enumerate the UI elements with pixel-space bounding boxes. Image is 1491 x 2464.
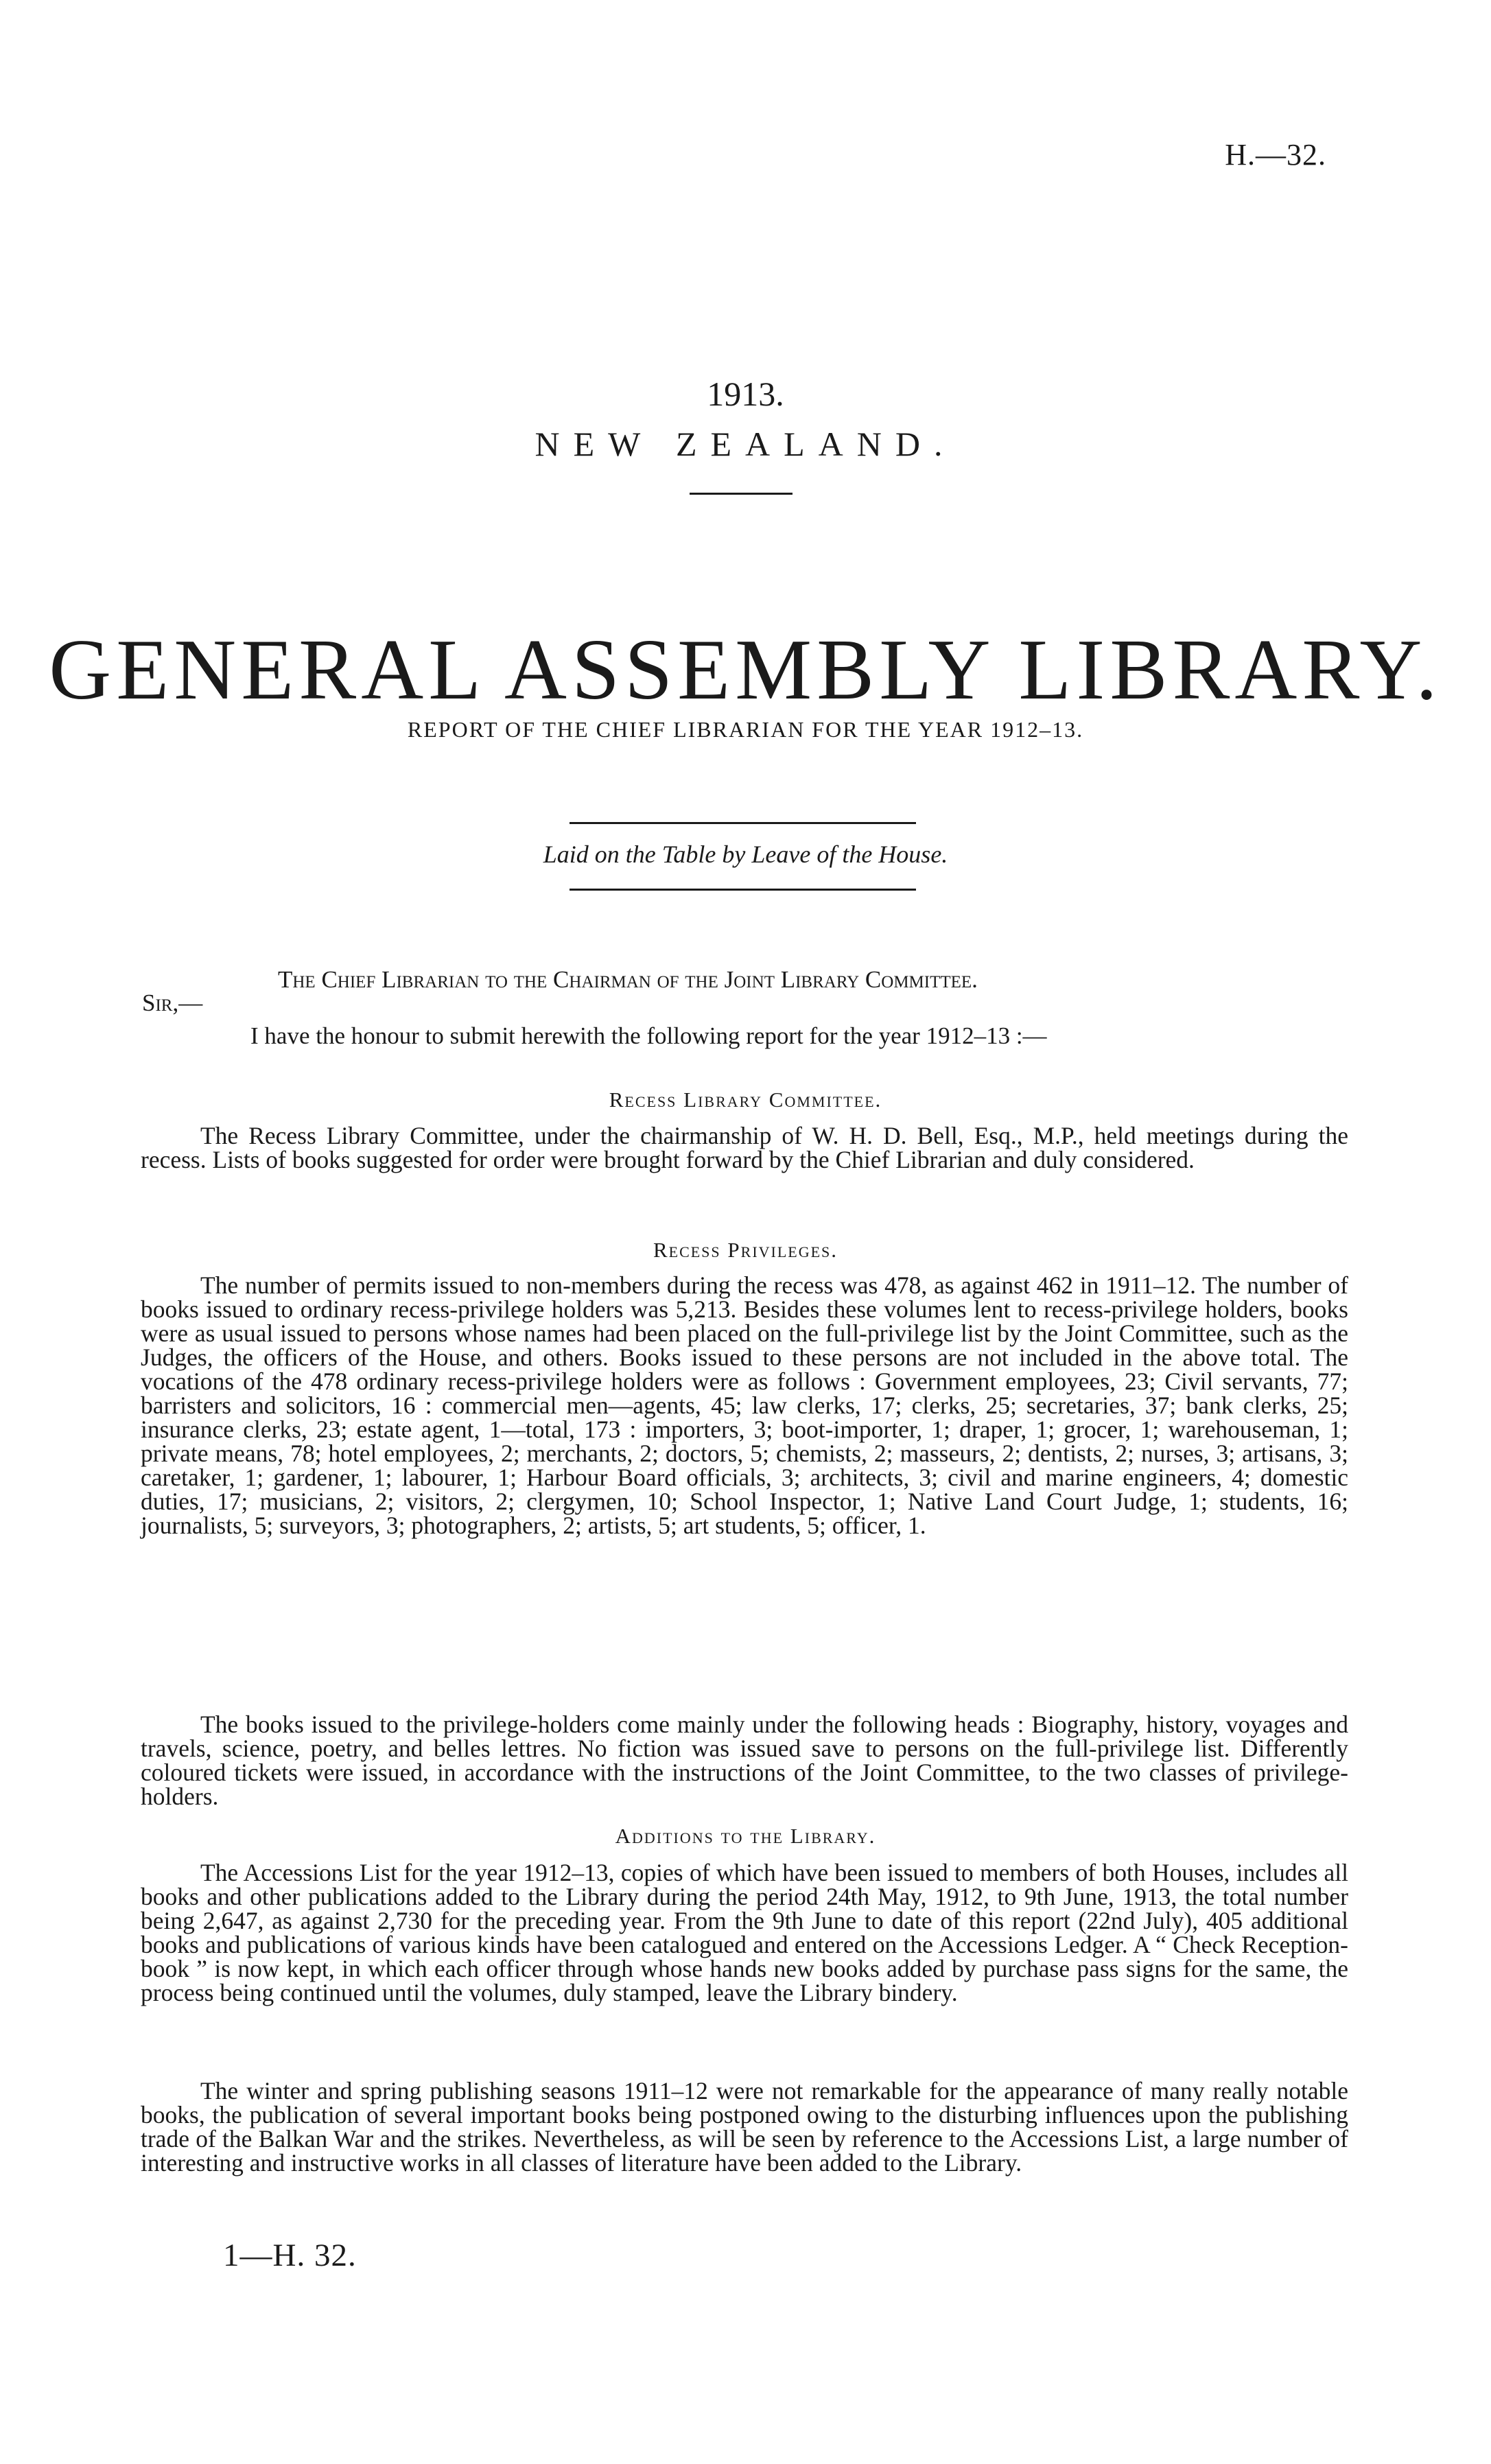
heading-recess-privileges: Recess Privileges. [653,1238,838,1262]
paragraph-recess-privileges-1: The number of permits issued to non-members during the recess was 478, as against 462 in 1911–12. The number of books issued to ordinary recess-privilege holders was 5,213. Besides these volumes lent to recess-privilege holders, books were as usual issued to persons whose names had been placed on the full-privilege list by the Joint Committee, such as the Judges, the officers of the House, and others. Books issued to these persons are not included in the above total. The vocations of the 478 ordinary recess-privilege holders were as follows : Government employees, 23; Civil servants, 77; barristers and solicitors, 16 : commercial men—agents, 45; law clerks, 17; clerks, 25; secretaries, 37; bank clerks, 25; insurance clerks, 23; estate agent, 1—total, 173 : importers, 3; boot-importer, 1; draper, 1; grocer, 1; warehouseman, 1; private means, 78; hotel employees, 2; merchants, 2; doctors, 5; chemists, 2; masseurs, 2; dentists, 2; nurses, 3; artisans, 3; caretaker, 1; gardener, 1; labourer, 1; Harbour Board officials, 3; architects, 3; civil and marine engineers, 4; domestic duties, 17; musicians, 2; visitors, 2; clergymen, 10; School Inspector, 1; Native Land Court Judge, 1; students, 16; journalists, 5; surveyors, 3; photographers, 2; artists, 5; art students, 5; officer, 1. [141,1271,1348,1539]
paragraph-additions-1: The Accessions List for the year 1912–13, copies of which have been issued to members of both Houses, includes all books and other publications added to the Library during the period 24th May, 1912, to 9th June, 1913, the total number being 2,647, as against 2,730 for the preceding year. From the 9th June to date of this report (22nd July), 405 additional books and publications of various kinds have been catalogued and entered on the Accessions Ledger. A “ Check Reception-book ” is now kept, in which each officer through whose hands new books added by purchase pass signs for the same, the process being continued until the volumes, duly stamped, leave the Library bindery. [141,1859,1348,2006]
document-reference: H.—32. [1225,138,1326,172]
country-name: NEW ZEALAND. [535,425,956,463]
salutation-sir: Sir,— [142,989,203,1016]
paragraph-recess-privileges-2: The books issued to the privilege-holders come mainly under the following heads : Biography, history, voyages and travels, science, poetry, and belles lettres. No fiction was issued save to persons on the full-privilege list. Differently coloured tickets were issued, in accordance with the instructions of the Joint Committee, to the two classes of privilege-holders. [141,1711,1348,1810]
report-subtitle: REPORT OF THE CHIEF LIBRARIAN FOR THE YEAR 1912–13. [407,717,1084,742]
laid-divider-top [570,822,916,824]
page-footer-reference: 1—H. 32. [223,2238,357,2273]
report-year: 1913. [707,375,784,413]
paragraph-recess-library-committee: The Recess Library Committee, under the chairmanship of W. H. D. Bell, Esq., M.P., held meetings during the recess. Lists of books suggested for order were brought forward by the Chief Librarian and duly considered. [141,1122,1348,1173]
title-divider [690,493,793,495]
intro-sentence: I have the honour to submit herewith the following report for the year 1912–13 :— [250,1022,1047,1049]
laid-on-table-note: Laid on the Table by Leave of the House. [543,841,948,868]
paragraph-additions-2: The winter and spring publishing seasons 1911–12 were not remarkable for the appearance of many really notable books, the publication of several important books being postponed owing to the disturbing influences upon the publishing trade of the Balkan War and the strikes. Nevertheless, as will be seen by reference to the Accessions List, a large number of interesting and instructive works in all classes of literature have been added to the Library. [141,2077,1348,2176]
heading-recess-library-committee: Recess Library Committee. [609,1088,882,1112]
main-title: GENERAL ASSEMBLY LIBRARY. [49,622,1442,718]
addressee-line: The Chief Librarian to the Chairman of the Joint Library Committee. [278,966,978,993]
laid-divider-bottom [570,889,916,891]
heading-additions-to-library: Additions to the Library. [615,1824,876,1848]
